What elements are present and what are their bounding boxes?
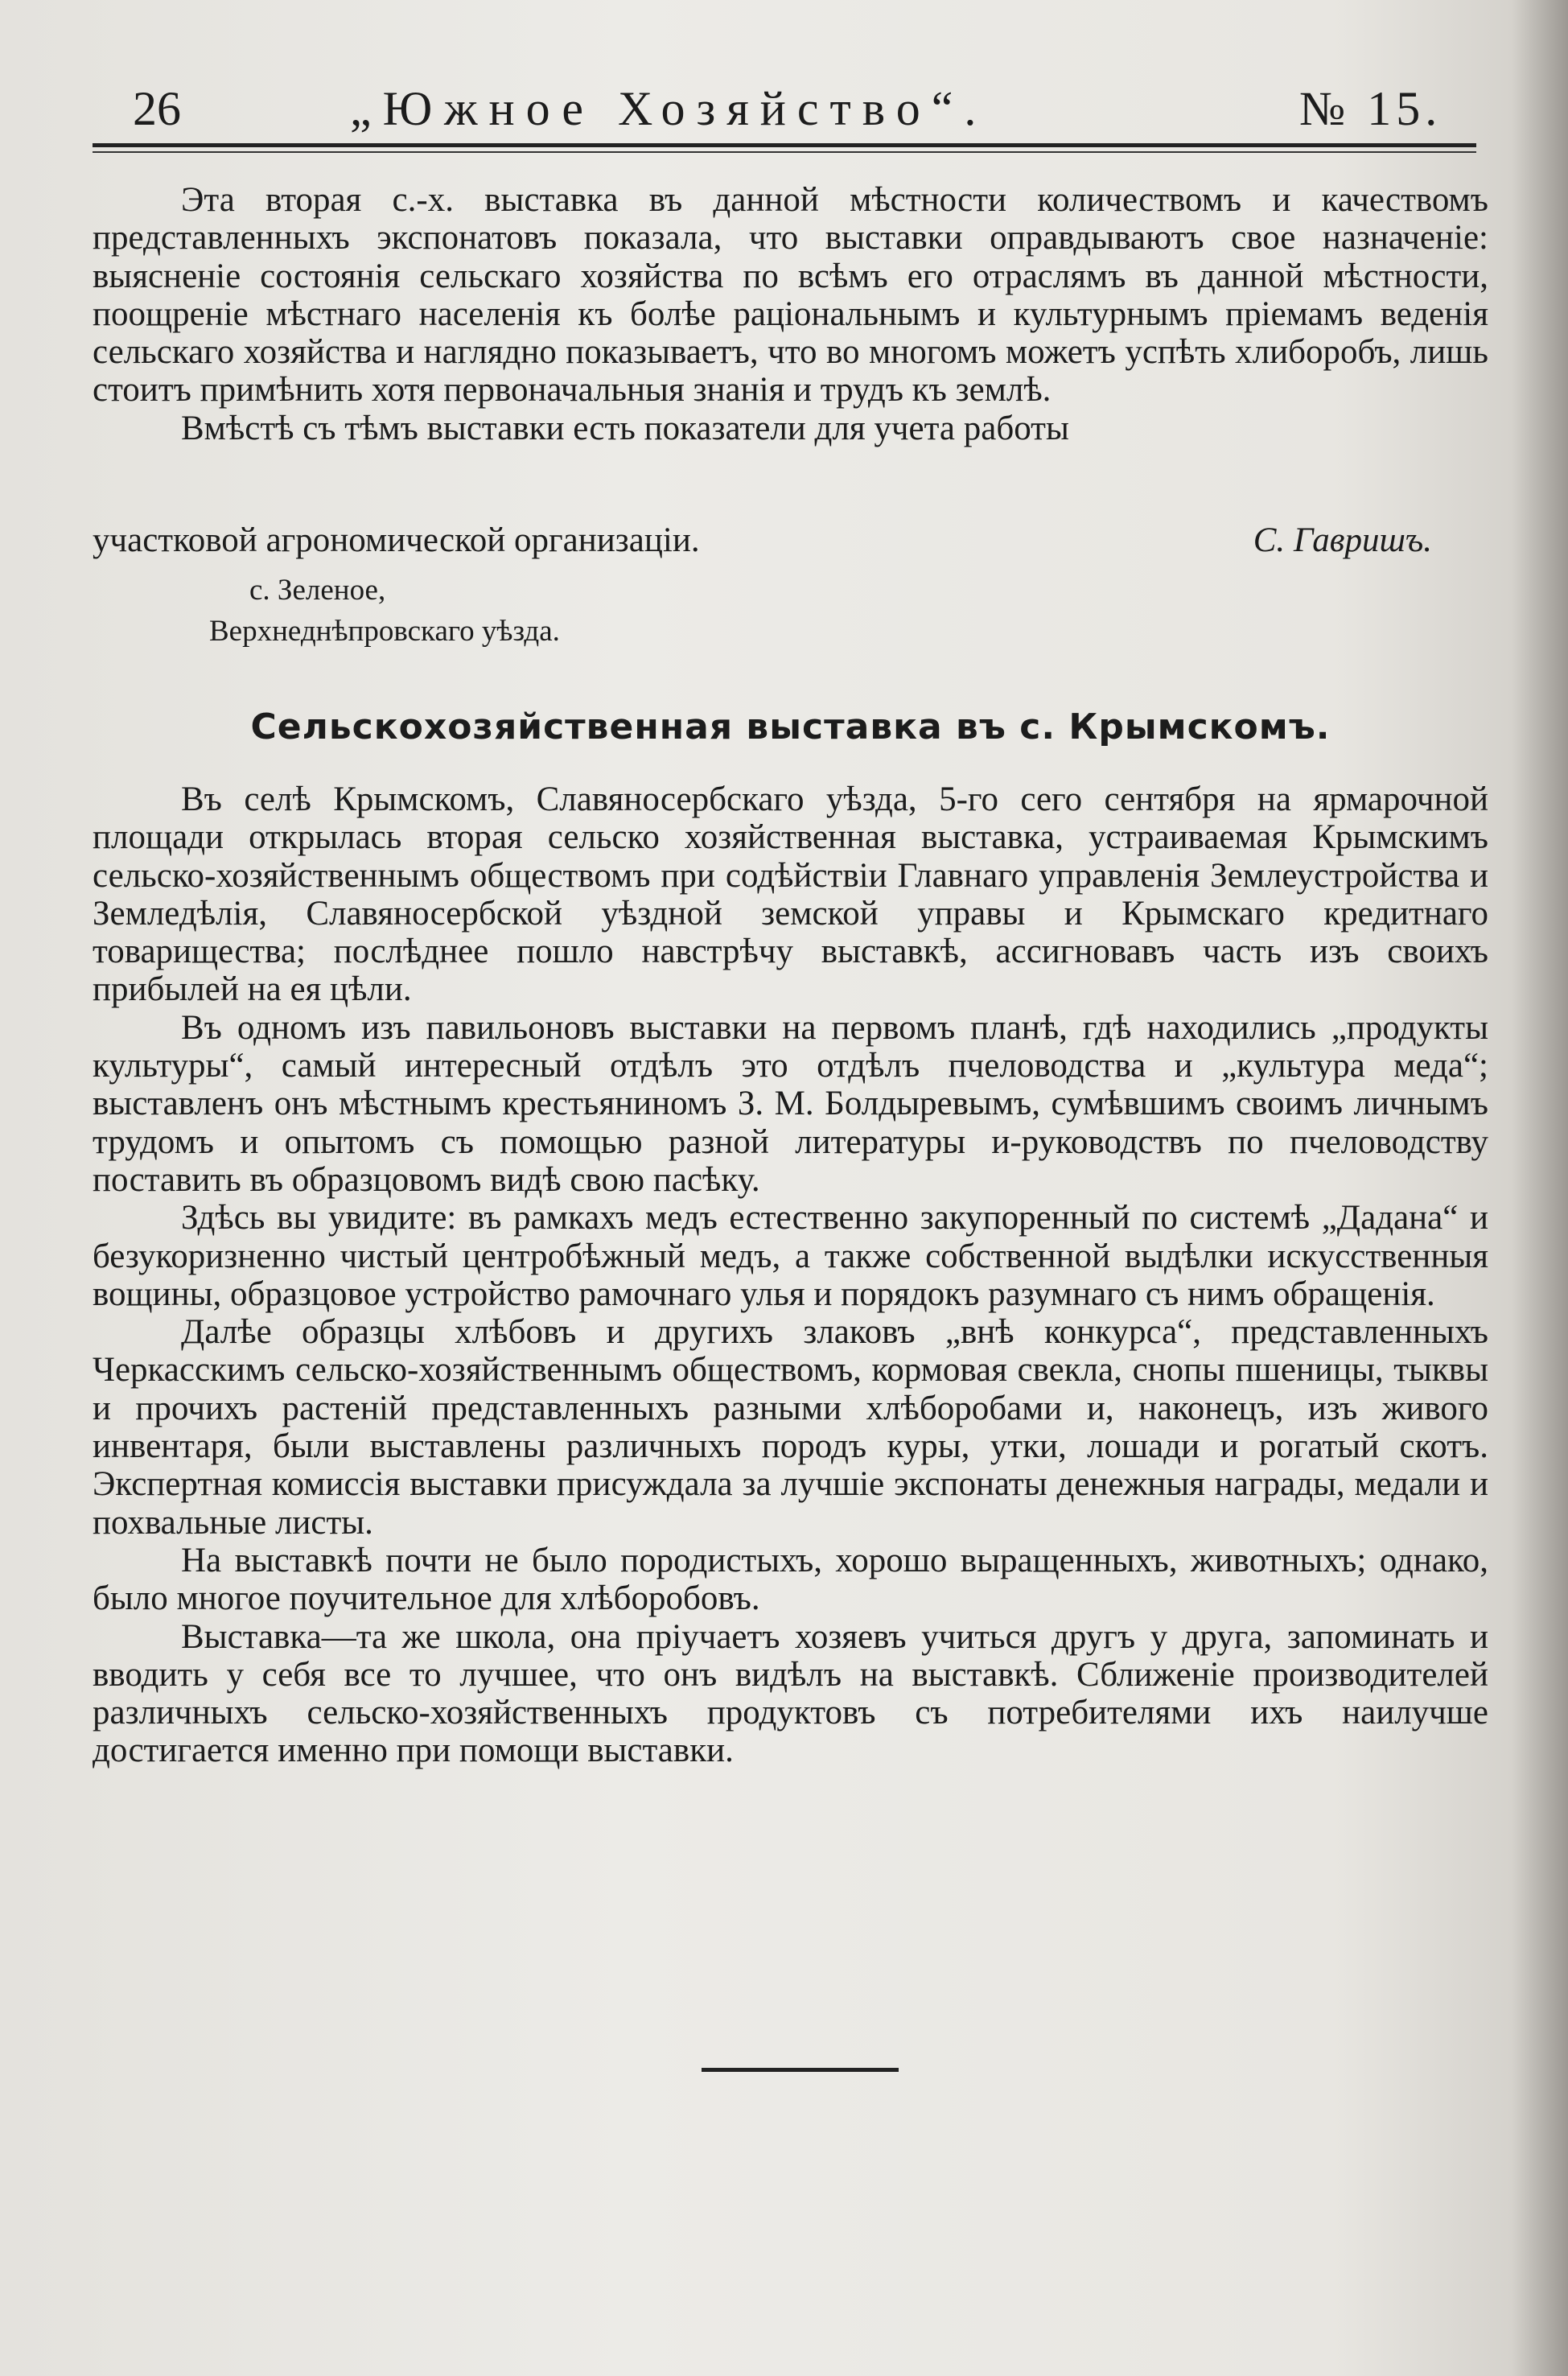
page-number: 26	[133, 82, 181, 135]
paragraph: Здѣсь вы увидите: въ рамкахъ медъ естественно закупоренный по системѣ „Дадана“ и безукоризненно чистый центробѣжный медъ, а также собственной выдѣлки искусственныя вощины, образцовое устройство рамочнаго улья и порядокъ разумнаго съ нимъ обращенія.	[93, 1199, 1488, 1313]
header-rule-thin	[93, 151, 1476, 153]
signature-line-text: участковой агрономической организаціи.	[93, 521, 700, 559]
place-line-village: с. Зеленое,	[249, 574, 386, 607]
header-rule-thick	[93, 143, 1476, 147]
place-line-district: Верхнеднѣпровскаго уѣзда.	[209, 615, 560, 648]
paragraph: Въ селѣ Крымскомъ, Славяносербскаго уѣзда, 5-го сего сентября на ярмарочной площади открылась вторая сельско хозяйственная выставка, устраиваемая Крымскимъ сельско-хозяйственнымъ обществомъ при содѣйствіи Главнаго управленія Землеустройства и Земледѣлія, Славяносербской уѣздной земской управы и Крымскаго кредитнаго товарищества; послѣднее пошло навстрѣчу выставкѣ, ассигновавъ часть изъ своихъ прибылей на ея цѣли.	[93, 780, 1488, 1009]
running-header	[93, 76, 1444, 141]
paragraph: Далѣе образцы хлѣбовъ и другихъ злаковъ „внѣ конкурса“, представленныхъ Черкасскимъ сельско-хозяйственнымъ обществомъ, кормовая свекла, снопы пшеницы, тыквы и прочихъ растеній представленныхъ разными хлѣборобами и, наконецъ, изъ живого инвентаря, были выставлены различныхъ породъ куры, утки, лошади и рогатый скотъ. Экспертная комиссія выставки присуждала за лучшіе экспонаты денежныя награды, медали и похвальные листы.	[93, 1313, 1488, 1542]
paragraph: Эта вторая с.-х. выставка въ данной мѣстности количествомъ и качествомъ представленныхъ экспонатовъ показала, что выставки оправдываютъ свое назначеніе: выясненіе состоянія сельскаго хозяйства по всѣмъ его отраслямъ въ данной мѣстности, поощреніе мѣстнаго населенія къ болѣе раціональнымъ и культурнымъ пріемамъ веденія сельскаго хозяйства и наглядно показываетъ, что во многомъ можетъ успѣть хлиборобъ, лишь стоитъ примѣнить хотя первоначальныя знанія и трудъ къ землѣ.	[93, 181, 1488, 410]
author-signature: С. Гавришъ.	[1253, 521, 1432, 559]
page-edge-shadow	[1512, 0, 1568, 2376]
journal-title: „Южное Хозяйство“.	[350, 82, 988, 135]
paragraph-last-line: Вмѣстѣ съ тѣмъ выставки есть показатели для учета работы	[181, 409, 1069, 447]
previous-article-ending	[93, 181, 1488, 447]
article-body	[93, 780, 1488, 1770]
paragraph: Въ одномъ изъ павильоновъ выставки на первомъ планѣ, гдѣ находились „продукты культуры“, самый интересный отдѣлъ это отдѣлъ пчеловодства и „культура меда“; выставленъ онъ мѣстнымъ крестьяниномъ З. М. Болдыревымъ, сумѣвшимъ своимъ личнымъ трудомъ и опытомъ съ помощью разной литературы и-руководствъ по пчеловодству поставить въ образцовомъ видѣ свою пасѣку.	[93, 1008, 1488, 1199]
end-rule	[702, 2068, 899, 2072]
article-title: Сельскохозяйственная выставка въ с. Крымскомъ.	[250, 706, 1331, 747]
paragraph: Выставка—та же школа, она пріучаетъ хозяевъ учиться другъ у друга, запоминать и вводить у себя все то лучшее, что онъ видѣлъ на выставкѣ. Сближеніе производителей различныхъ сельско-хозяйственныхъ продуктовъ съ потребителями ихъ наилучше достигается именно при помощи выставки.	[93, 1617, 1488, 1770]
issue-number: № 15.	[1299, 82, 1442, 135]
paragraph: На выставкѣ почти не было породистыхъ, хорошо выращенныхъ, животныхъ; однако, было многое поучительное для хлѣборобовъ.	[93, 1541, 1488, 1618]
